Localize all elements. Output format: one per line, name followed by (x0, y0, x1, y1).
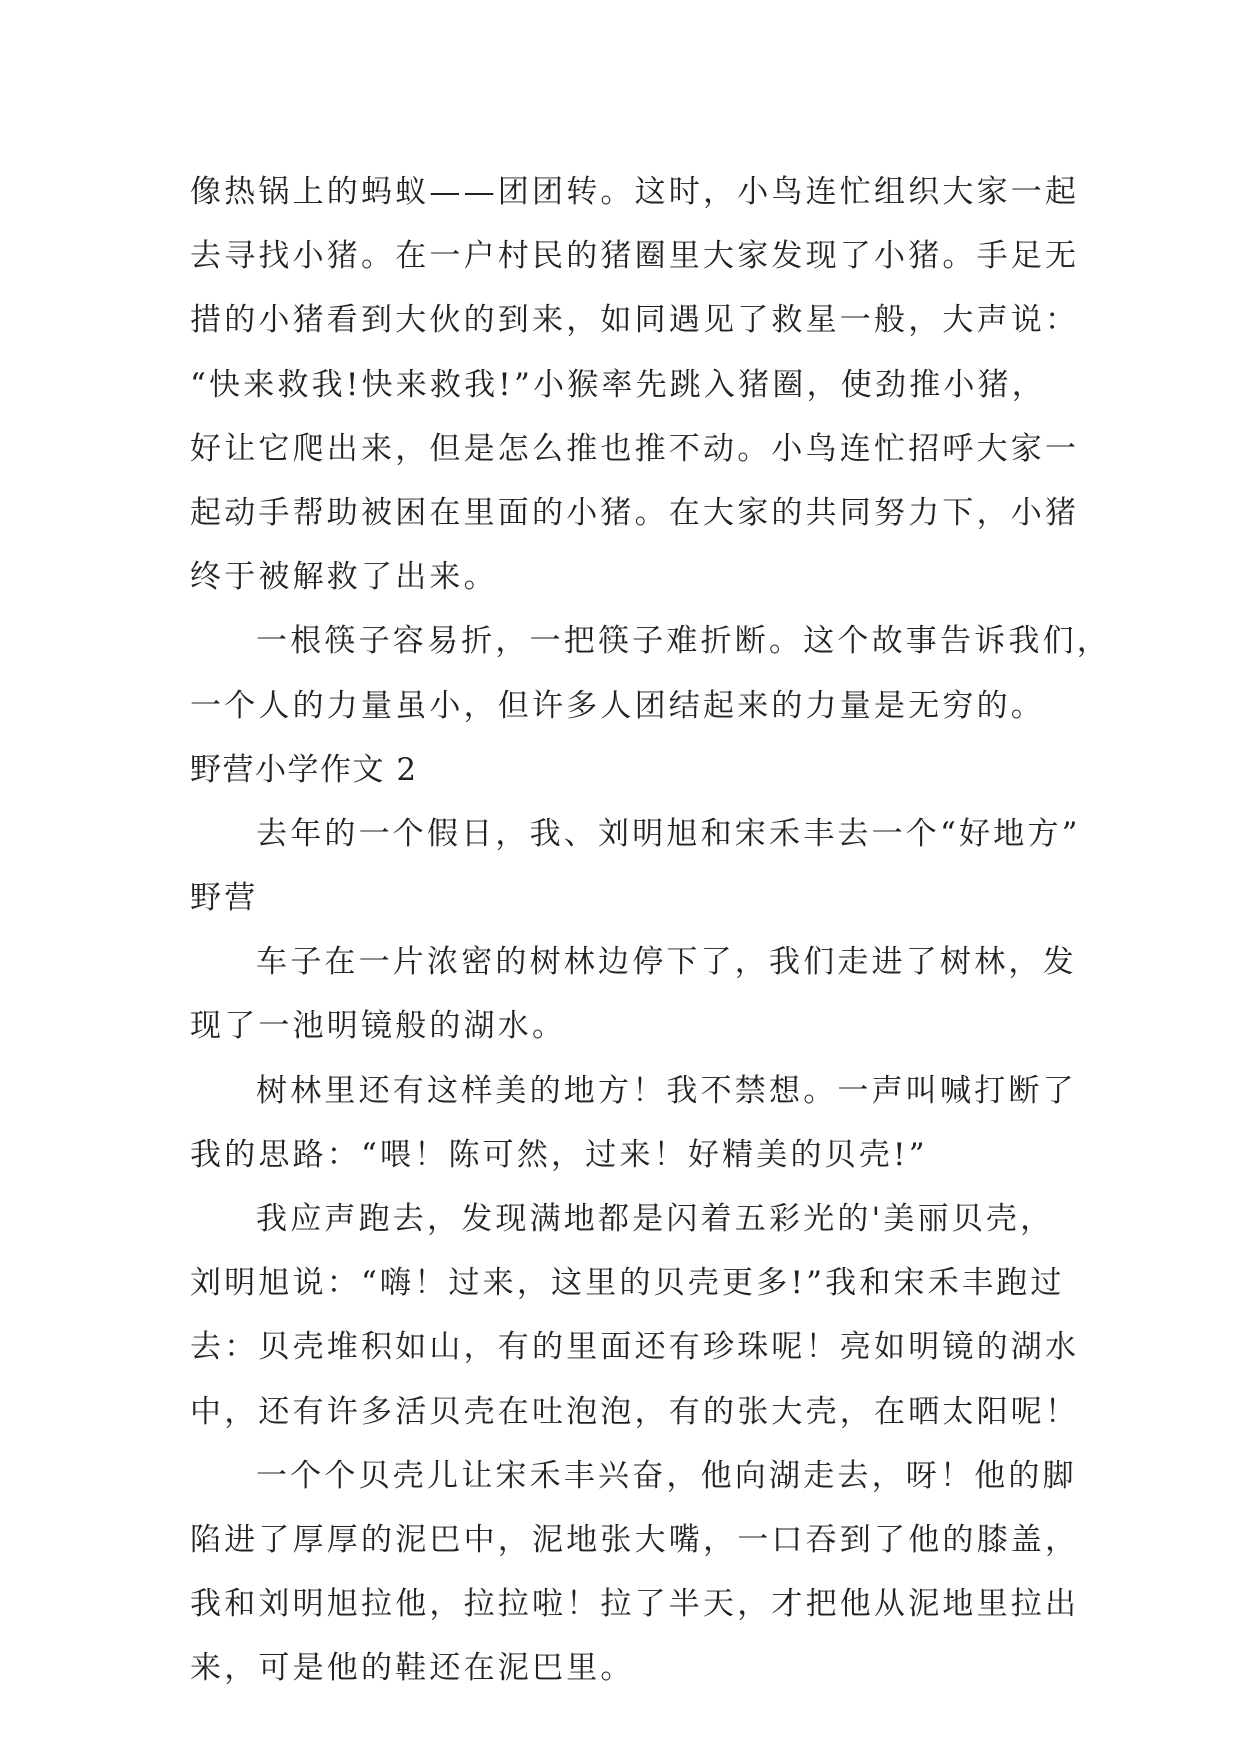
text-line: 措的小猪看到大伙的到来，如同遇见了救星一般，大声说： (190, 302, 1080, 339)
text-line: 陷进了厚厚的泥巴中，泥地张大嘴，一口吞到了他的膝盖， (190, 1521, 1080, 1558)
text-line: 好让它爬出来，但是怎么推也推不动。小鸟连忙招呼大家一 (190, 430, 1080, 467)
text-line: 刘明旭说：“嗨！过来，这里的贝壳更多!”我和宋禾丰跑过 (190, 1265, 1065, 1302)
text-line: 我的思路：“喂！陈可然，过来！好精美的贝壳!” (190, 1136, 928, 1173)
text-line: 终于被解救了出来。 (190, 559, 498, 596)
text-line: 起动手帮助被困在里面的小猪。在大家的共同努力下，小猪 (190, 494, 1080, 531)
text-line: “快来救我!快来救我!”小猴率先跳入猪圈，使劲推小猪， (190, 366, 1047, 403)
document-body (190, 160, 1111, 1701)
text-line: 去：贝壳堆积如山，有的里面还有珍珠呢！亮如明镜的湖水 (190, 1329, 1080, 1366)
text-line: 现了一池明镜般的湖水。 (190, 1008, 567, 1045)
text-line: 我和刘明旭拉他，拉拉啦！拉了半天，才把他从泥地里拉出 (190, 1586, 1080, 1623)
text-line: 像热锅上的蚂蚁——团团转。这时，小鸟连忙组织大家一起 (190, 174, 1080, 210)
text-line: 中，还有许多活贝壳在吐泡泡，有的张大壳，在晒太阳呢！ (190, 1393, 1080, 1430)
text-line: 树林里还有这样美的地方！我不禁想。一声叫喊打断了 (256, 1072, 1077, 1109)
text-line: 去年的一个假日，我、刘明旭和宋禾丰去一个“好地方” (256, 815, 1081, 852)
text-line: 去寻找小猪。在一户村民的猪圈里大家发现了小猪。手足无 (190, 238, 1080, 275)
text-line: 一个个贝壳儿让宋禾丰兴奋，他向湖走去，呀！他的脚 (256, 1457, 1077, 1494)
text-line: 一根筷子容易折，一把筷子难折断。这个故事告诉我们， (256, 623, 1111, 660)
text-line: 野营 (190, 880, 259, 917)
section-heading: 野营小学作文 2 (190, 751, 418, 788)
text-line: 来，可是他的鞋还在泥巴里。 (190, 1650, 635, 1687)
text-line: 车子在一片浓密的树林边停下了，我们走进了树林，发 (256, 944, 1077, 981)
text-line: 一个人的力量虽小，但许多人团结起来的力量是无穷的。 (190, 687, 1045, 724)
text-line: 我应声跑去，发现满地都是闪着五彩光的'美丽贝壳， (256, 1201, 1055, 1237)
